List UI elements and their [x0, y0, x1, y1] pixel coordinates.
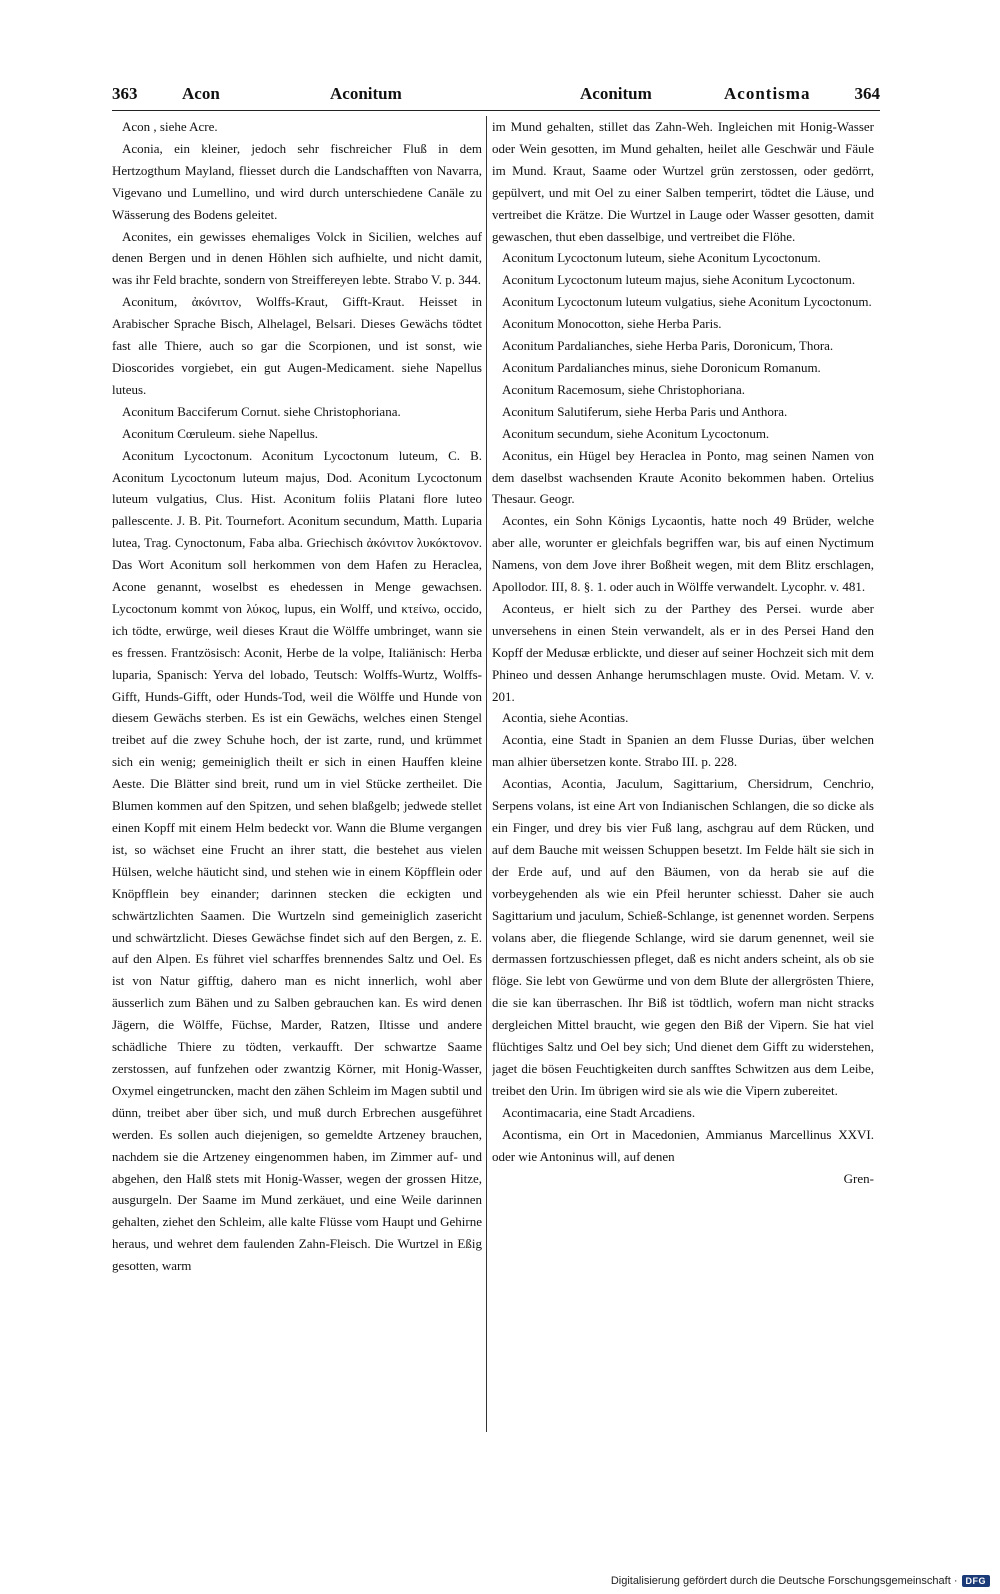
dfg-logo-icon: DFG	[962, 1575, 991, 1587]
entry-aconitum-coeruleum: Aconitum Cœruleum. siehe Napellus.	[122, 425, 319, 441]
entry-aconitus: Aconitus, ein Hügel bey Heraclea in Ponto, mag seinen Namen von dem daselbst wachsenden Kraute Aconito bekommen haben. Ortelius Thesaur. Geogr.	[492, 447, 874, 507]
entry-lycoctonum-luteum-majus: Aconitum Lycoctonum luteum majus, siehe Aconitum Lycoctonum.	[502, 272, 856, 288]
entry-aconitum-pardalianches-minus: Aconitum Pardalianches minus, siehe Doronicum Romanum.	[502, 359, 821, 375]
entry-acontias: Acontias, Acontia, Jaculum, Sagittarium, Chersidrum, Cenchrio, Serpens volans, ist eine Art von Indianischen Schlangen, die so dicke als ein Finger, und drey bis vier Fuß lang, aschgrau auf dem Rücken, und auf dem Bauche mit weissen Schuppen besetzt. Im Felde hält sie sich in der Erde auf, und auf den Bäumen, von da herab sie auf die vorbeygehenden als wie ein Pfeil herunter schiesst. Daher sie auch Sagittarium und jaculum, Schieß-Schlange, ist genennet worden. Serpens volans aber, die fliegende Schlange, wird sie darum genennet, weil sie dermassen fortzuschiessen pfleget, daß es nicht anders scheint, als ob sie flöge. Sie lebt von Gewürme und von dem Blute der allergrösten Thiere, die sie kan überraschen. Ihr Biß ist tödtlich, wofern man nicht stracks dergleichen Mittel braucht, wie gegen den Biß der Vipern. Sie hat viel flüchtiges Saltz und Oel bey sich; Und dienet dem Gifft zu widerstehen, jaget die bösen Feuchtigkeiten durch sanfftes Schwitzen aus dem Leibe, treibet den Urin. Im übrigen wird sie als wie die Vipern zubereitet.	[492, 776, 874, 1098]
entry-acontia-ref: Acontia, siehe Acontias.	[502, 710, 629, 726]
entry-aconitum-racemosum: Aconitum Racemosum, siehe Christophoriana.	[502, 381, 745, 397]
entry-acontisma: Acontisma, ein Ort in Macedonien, Ammianus Marcellinus XXVI. oder wie Antoninus will, auf denen	[492, 1126, 874, 1164]
right-column	[492, 116, 874, 1434]
page-number-right: 364	[854, 84, 880, 103]
catchword: Gren-	[843, 1170, 874, 1186]
left-column	[112, 116, 482, 1434]
header-keyword-1: Acon	[182, 84, 220, 103]
column-divider	[486, 116, 487, 1432]
footer-text: Digitalisierung gefördert durch die Deutsche Forschungsgemeinschaft ·	[610, 1575, 958, 1587]
entry-aconitum: Aconitum, ἀκόνιτον, Wolffs-Kraut, Gifft-Kraut. Heisset in Arabischer Sprache Bisch, Alhelagel, Belsari. Dieses Gewächs tödtet fast alle Thiere, auch so gar die Scorpionen, und ist sonst, wie Dioscorides vorgiebet, ein gut Augen-Medicament. siehe Napellus luteus.	[112, 294, 482, 397]
digitization-footer	[611, 1572, 990, 1590]
entry-aconitum-bacciferum: Aconitum Bacciferum Cornut. siehe Christophoriana.	[122, 403, 401, 419]
entry-continuation: im Mund gehalten, stillet das Zahn-Weh. Ingleichen mit Honig-Wasser oder Wein gesotten, im Mund gehalten, heilet alle Geschwär und Fäule im Mund. Kraut, Saame oder Wurtzel grün zerstossen, oder gedörrt, gepülvert, und mit Oel zu einer Salben temperirt, tödtet die Läuse, und vertreibet die Krätze. Die Wurtzel in Lauge oder Wasser gesotten, damit gewaschen, thut eben dasselbige, und vertreibet die Flöhe.	[492, 119, 874, 244]
header-keyword-2: Aconitum	[330, 84, 402, 103]
entry-aconites: Aconites, ein gewisses ehemaliges Volck in Sicilien, welches auf denen Bergen und in denen Höhlen sich aufhielte, und nicht damit, was ihr Feld brachte, sondern von Streiffereyen lebte. Strabo V. p. 344.	[112, 228, 482, 288]
entry-acontes: Acontes, ein Sohn Königs Lycaontis, hatte noch 49 Brüder, welche aber alle, worunter er gleichfals begriffen war, bis auf einen Nyctimum Namens, von dem Jove ihrer Boßheit wegen, mit dem Blitz erschlagen, Apollodor. III, 8. §. 1. oder auch in Wölffe verwandelt. Lycophr. v. 481.	[492, 513, 874, 595]
running-header	[112, 80, 880, 111]
header-keyword-3: Aconitum	[580, 84, 652, 103]
entry-lycoctonum-luteum: Aconitum Lycoctonum luteum, siehe Aconitum Lycoctonum.	[502, 250, 821, 266]
entry-aconitum-lycoctonum: Aconitum Lycoctonum. Aconitum Lycoctonum luteum, C. B. Aconitum Lycoctonum luteum majus, Dod. Aconitum Lycoctonum luteum vulgatius, Clus. Hist. Aconitum foliis Platani flore luteo pallescente. J. B. Pit. Tournefort. Aconitum secundum, Matth. Luparia lutea, Trag. Cynoctonum, Faba alba. Griechisch ἀκόνιτον λυκόκτονον. Das Wort Aconitum soll herkommen von dem Hafen zu Heraclea, Acone genannt, woselbst es ehedessen in Menge gewachsen. Lycoctonum kommt von λύκος, lupus, ein Wolff, und κτείνω, occido, ich tödte, erwürge, weil dieses Kraut die Wölffe umbringet, wann sie es fressen. Frantzösisch: Aconit, Herbe de la volpe, Italiänisch: Herba luparia, Spanisch: Yerva del lobado, Teutsch: Wolffs-Wurtz, Wolffs-Gifft, Hunds-Gifft, oder Hunds-Tod, weil die Wölffe und Hunde von diesem Gewächs sterben. Es ist ein Gewächs, welches einen Stengel treibet auf die zwey Schuhe hoch, der ist zarte, rund, und krümmet sich ein wenig; gemeiniglich theilt er sich in einen Hauffen kleine Aeste. Die Blätter sind breit, rund um in viel Stücke zertheilet. Die Blumen kommen auf den Spitzen, und sehen blaßgelb; jedwede stellet einen Kopff mit einem Helm bedeckt vor. Wann die Blume vergangen ist, so wächset eine Frucht an ihrer statt, die bestehet aus vielen Hülsen, welche häuticht sind, und stehen wie in einem Köpfflein oder Knöpfflein bey einander; darinnen stecken die eckigten und schwärtzlichten Saamen. Die Wurtzeln sind gemeiniglich zasericht und schwärtzlicht. Dieses Gewächse findet sich auf den Bergen, z. E. auf den Alpen. Es führet viel scharffes brennendes Saltz und Oel. Es ist von Natur gifftig, dahero man es nicht innerlich, wohl aber äusserlich zum Bähen und zu Salben gebrauchen kan. Es wird denen Jägern, die Wölffe, Füchse, Marder, Ratzen, Iltisse und andere schädliche Thiere zu tödten, verkaufft. Der schwartze Saame zerstossen, auf funfzehen oder zwantzig Körner, mit Honig-Wasser, Oxymel eingetruncken, macht den zähen Schleim im Magen subtil und dünn, treibet aber über sich, und muß durch Erbrechen ausgeführet werden. Es sollen auch diejenigen, so gemeldte Artzeney brauchen, nachdem sie die Artzeney eingenommen haben, im Zimmer auf- und abgehen, den Halß stets mit Honig-Wasser, wegen der grossen Hitze, ausgurgeln. Der Saame im Mund zerkäuet, und eine Weile darinnen gehalten, ziehet den Schleim, alle kalte Flüsse vom Haupt und Gehirne heraus, und wehret dem faulenden Zahn-Fleisch. Die Wurtzel in Eßig gesotten, warm	[112, 447, 482, 1274]
entry-aconteus: Aconteus, er hielt sich zu der Parthey des Persei. wurde aber unversehens in einen Stein verwandelt, als er in des Persei Hand den Kopff der Medusæ erblickte, und dieser auf seiner Hochzeit sich mit dem Phineo und dessen Anhange herumschlagen muste. Ovid. Metam. V. v. 201.	[492, 600, 874, 704]
entry-aconitum-salutiferum: Aconitum Salutiferum, siehe Herba Paris und Anthora.	[502, 403, 788, 419]
entry-aconitum-pardalianches: Aconitum Pardalianches, siehe Herba Paris, Doronicum, Thora.	[502, 338, 834, 354]
entry-lycoctonum-luteum-vulgatius: Aconitum Lycoctonum luteum vulgatius, siehe Aconitum Lycoctonum.	[502, 294, 872, 310]
entry-aconitum-monocotton: Aconitum Monocotton, siehe Herba Paris.	[502, 316, 722, 332]
page-number-left: 363	[112, 84, 138, 103]
header-keyword-4: Acontisma	[724, 84, 811, 103]
entry-aconitum-secundum: Aconitum secundum, siehe Aconitum Lycoctonum.	[502, 425, 770, 441]
entry-acontimacaria: Acontimacaria, eine Stadt Arcadiens.	[502, 1104, 696, 1120]
entry-aconia: Aconia, ein kleiner, jedoch sehr fischreicher Fluß in dem Hertzogthum Mayland, fliesset durch die Landschafften von Navarra, Vigevano und Lumellino, und wird durch unterschiedene Canäle zu Wässerung des Bodens geleitet.	[112, 140, 482, 222]
entry-acon: Acon , siehe Acre.	[122, 119, 218, 134]
entry-acontia-stadt: Acontia, eine Stadt in Spanien an dem Flusse Durias, über welchen man alhier übersetzen konte. Strabo III. p. 228.	[492, 732, 874, 770]
